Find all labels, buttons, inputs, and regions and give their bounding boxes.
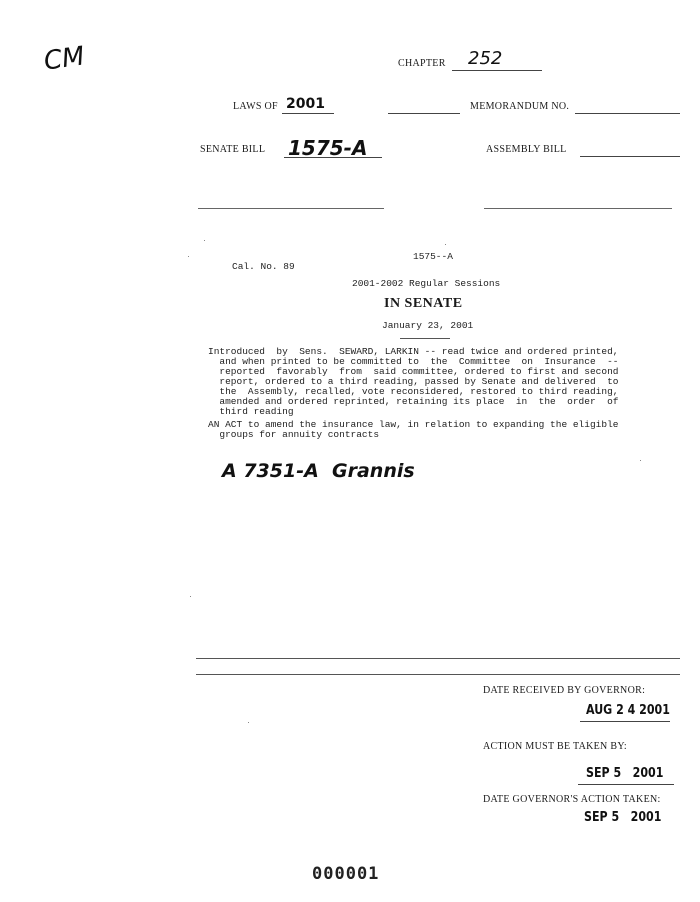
- bill-number: 1575--A: [413, 251, 453, 262]
- handwritten-initials: CM: [42, 41, 87, 77]
- introduced-line: third reading: [208, 406, 294, 417]
- introduced-line: amended and ordered reprinted, retaining its place in the order of: [208, 396, 619, 407]
- calendar-number: Cal. No. 89: [232, 261, 295, 272]
- introduced-line: and when printed to be committed to the Committee on Insurance --: [208, 356, 619, 367]
- introduced-line: reported favorably from said committee, ordered to first and second: [208, 366, 619, 377]
- scan-speck: [188, 256, 189, 257]
- laws-of-underline: [282, 113, 334, 114]
- date-separator: [400, 338, 450, 339]
- introduced-line: Introduced by Sens. SEWARD, LARKIN -- read twice and ordered printed,: [208, 346, 619, 357]
- handwritten-companion-bill: A 7351-A Grannis: [222, 460, 415, 482]
- senate-bill-value: 1575-A: [288, 136, 368, 160]
- memorandum-underline: [575, 113, 680, 114]
- introduction-date: January 23, 2001: [382, 320, 474, 331]
- scan-speck: [248, 722, 249, 723]
- chapter-value: 252: [468, 48, 503, 69]
- laws-of-value: 2001: [286, 96, 325, 112]
- chapter-underline: [452, 70, 542, 71]
- action-taken-stamp: SEP 5 2001: [584, 810, 662, 825]
- session-line: 2001-2002 Regular Sessions: [352, 278, 501, 289]
- senate-bill-label: SENATE BILL: [200, 144, 266, 155]
- senate-bill-underline: [284, 157, 382, 158]
- scan-speck: [445, 244, 446, 245]
- action-must-label: ACTION MUST BE TAKEN BY:: [483, 741, 628, 752]
- date-received-stamp: AUG 2 4 2001: [586, 703, 670, 718]
- act-title: [208, 420, 618, 440]
- introduced-line: report, ordered to a third reading, passed by Senate and delivered to: [208, 376, 619, 387]
- page-number: 000001: [312, 864, 380, 884]
- action-must-stamp: SEP 5 2001: [586, 766, 664, 781]
- laws-of-label: LAWS OF: [233, 101, 278, 112]
- action-must-underline: [578, 784, 674, 785]
- assembly-bill-underline: [580, 156, 680, 157]
- blank-line-right: [484, 208, 672, 209]
- act-line: groups for annuity contracts: [208, 429, 380, 440]
- lower-rule-2: [196, 674, 680, 675]
- scan-speck: [640, 460, 641, 461]
- scan-speck: [204, 240, 205, 241]
- laws-of-blank-line: [388, 113, 460, 114]
- chapter-label: CHAPTER: [398, 58, 446, 69]
- blank-line-left: [198, 208, 384, 209]
- memorandum-label: MEMORANDUM NO.: [470, 101, 570, 112]
- introduced-line: the Assembly, recalled, vote reconsidered, restored to third reading,: [208, 386, 619, 397]
- house-heading: IN SENATE: [384, 296, 463, 311]
- lower-rule-1: [196, 658, 680, 659]
- date-received-label: DATE RECEIVED BY GOVERNOR:: [483, 685, 646, 696]
- scan-speck: [190, 596, 191, 597]
- action-taken-label: DATE GOVERNOR'S ACTION TAKEN:: [483, 794, 661, 805]
- introduced-paragraph: [208, 347, 618, 417]
- date-received-underline: [580, 721, 670, 722]
- act-line: AN ACT to amend the insurance law, in relation to expanding the eligible: [208, 419, 619, 430]
- assembly-bill-label: ASSEMBLY BILL: [486, 144, 567, 155]
